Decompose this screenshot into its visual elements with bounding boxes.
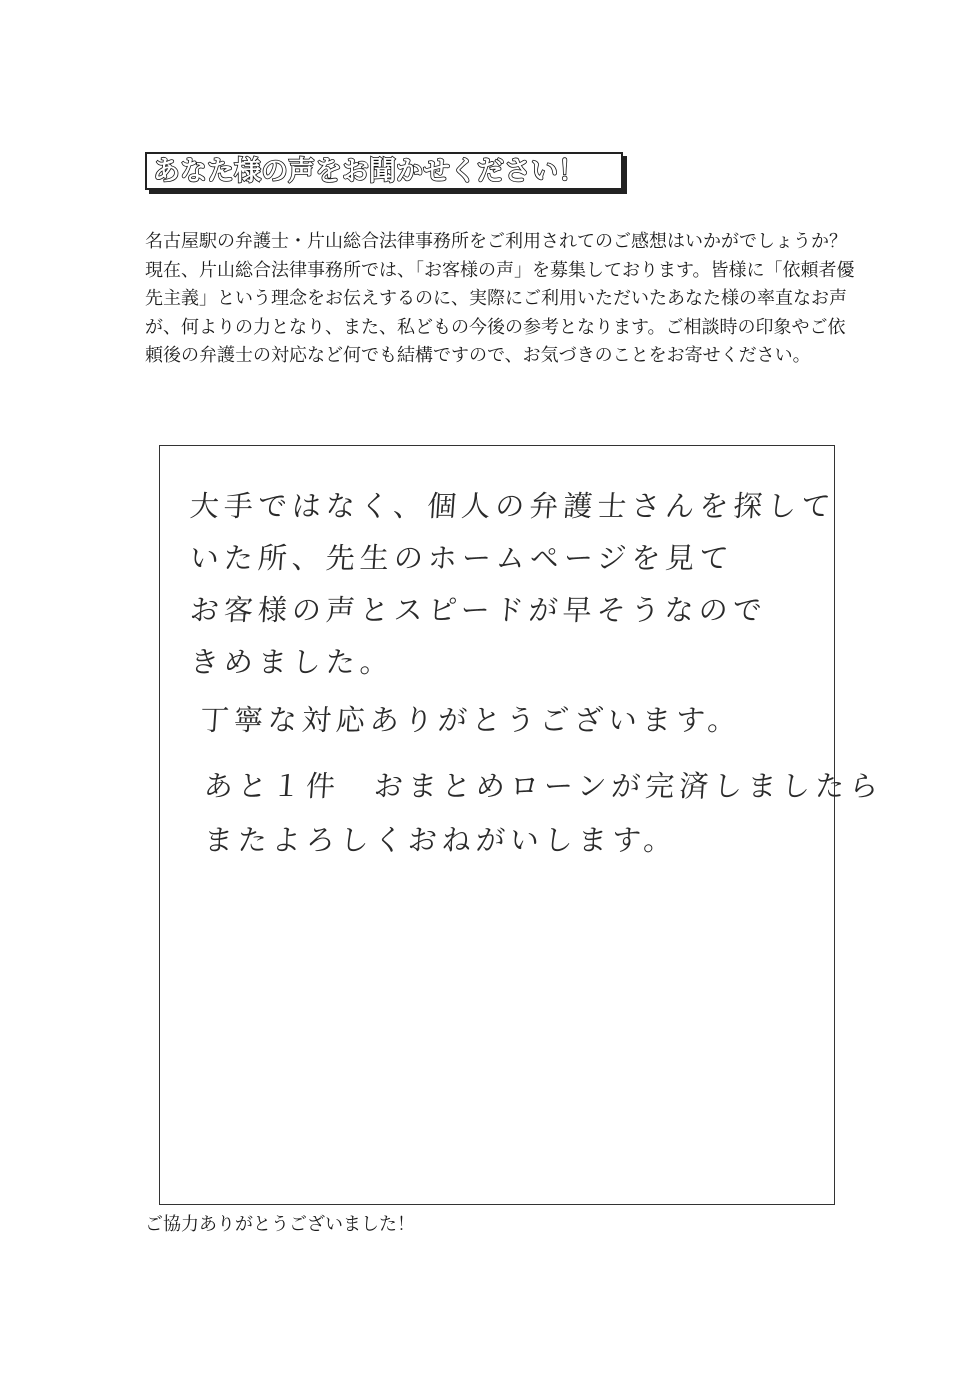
intro-text (145, 228, 855, 371)
comment-line-1: 大手ではなく、個人の弁護士さんを探して (188, 489, 837, 523)
title-box (145, 152, 623, 190)
page-title: あなた様の声をお聞かせください！ (153, 155, 585, 187)
comment-line-4: きめました。 (188, 645, 396, 679)
comment-line-2: いた所、先生のホームページを見て (188, 541, 735, 575)
comment-line-5: 丁寧な対応ありがとうございます。 (198, 703, 743, 737)
comment-line-6: あと１件 おまとめローンが完済しましたら (202, 769, 885, 803)
comment-line-3: お客様の声とスピードが早そうなので (188, 593, 768, 627)
intro-paragraph-1: 名古屋駅の弁護士・片山総合法律事務所をご利用されてのご感想はいかがでしょうか？ (145, 231, 847, 252)
closing-thanks: ご協力ありがとうございました！ (145, 1214, 415, 1235)
comment-box (159, 445, 885, 1205)
comment-line-7: またよろしくおねがいします。 (202, 823, 679, 857)
intro-paragraph-2: 現在、片山総合法律事務所では、「お客様の声」を募集しております。皆様に「依頼者優先主義」という理念をお伝えするのに、実際にご利用いただいたあなた様の率直なお声が、何よりの力となり、また、私どもの今後の参考となります。ご相談時の印象やご依頼後の弁護士の対応など何でも結構ですので、お気づきのことをお寄せください。 (145, 259, 855, 367)
